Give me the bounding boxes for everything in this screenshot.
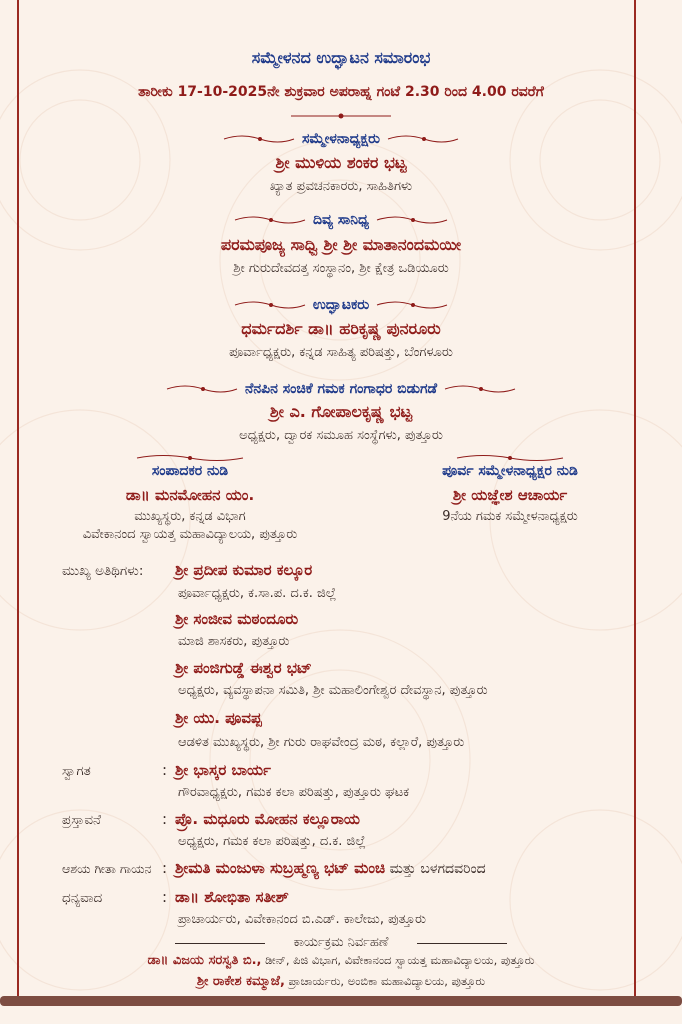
scroll-ornament-icon bbox=[375, 214, 449, 226]
scroll-ornament-icon bbox=[165, 383, 239, 395]
section-heading-row bbox=[0, 131, 682, 147]
section-heading-row bbox=[0, 297, 682, 313]
vote-of-thanks-desc: ಪ್ರಾಚಾರ್ಯರು, ವಿವೇಕಾನಂದ ಬಿ.ಎಡ್. ಕಾಲೇಜು, ಪುತ್ತೂರು bbox=[178, 912, 426, 927]
welcome-label: ಸ್ವಾಗತ bbox=[62, 763, 91, 779]
section-desc: ಶ್ರೀ ಗುರುದೇವದತ್ತ ಸಂಸ್ಥಾನಂ, ಶ್ರೀ ಕ್ಷೇತ್ರ ಒಡಿಯೂರು bbox=[233, 261, 449, 276]
guest-name: ಶ್ರೀ ಸಂಜೀವ ಮಠಂದೂರು bbox=[175, 610, 299, 628]
introduction-name: ಪ್ರೊ. ಮಧೂರು ಮೋಹನ ಕಲ್ಲೂರಾಯ bbox=[175, 810, 360, 828]
compere-heading: ಕಾರ್ಯಕ್ರಮ ನಿರ್ವಹಣೆ bbox=[293, 935, 389, 950]
vote-of-thanks-label: ಧನ್ಯವಾದ bbox=[62, 890, 103, 906]
invocation-label: ಆಶಯ ಗೀತಾ ಗಾಯನ bbox=[62, 861, 152, 876]
left-border-line bbox=[17, 0, 19, 1000]
section-heading-row bbox=[0, 212, 682, 228]
compere-line-2 bbox=[0, 974, 682, 989]
former-president-desc: 9ನೆಯ ಗಮಕ ಸಮ್ಮೇಳನಾಧ್ಯಕ್ಷರು bbox=[442, 509, 578, 524]
welcome-desc: ಗೌರವಾಧ್ಯಕ್ಷರು, ಗಮಕ ಕಲಾ ಪರಿಷತ್ತು, ಪುತ್ತೂರು ಘಟಕ bbox=[178, 785, 410, 800]
guest-desc: ಪೂರ್ವಾಧ್ಯಕ್ಷರು, ಕ.ಸಾ.ಪ. ದ.ಕ. ಜಿಲ್ಲೆ bbox=[178, 586, 337, 601]
divider-line-right bbox=[417, 943, 507, 944]
editor-speech-heading: ಸಂಪಾದಕರ ನುಡಿ bbox=[151, 463, 229, 479]
compere-name-2: ಶ್ರೀ ರಾಕೇಶ ಕಮ್ಮಾಜೆ, bbox=[196, 974, 285, 989]
role-colon: : bbox=[162, 888, 168, 906]
section-name: ಶ್ರೀ ಮುಳಿಯ ಶಂಕರ ಭಟ್ಟ bbox=[275, 153, 407, 172]
role-colon: : bbox=[162, 810, 168, 828]
editor-desc-line1: ಮುಖ್ಯಸ್ಥರು, ಕನ್ನಡ ವಿಭಾಗ bbox=[134, 509, 246, 524]
compere-line-1 bbox=[0, 953, 682, 968]
welcome-name: ಶ್ರೀ ಭಾಸ್ಕರ ಬಾರ್ಯ bbox=[175, 761, 271, 779]
introduction-desc: ಅಧ್ಯಕ್ಷರು, ಗಮಕ ಕಲಾ ಪರಿಷತ್ತು, ದ.ಕ. ಜಿಲ್ಲೆ bbox=[178, 834, 366, 849]
compere-name-1: ಡಾ॥ ವಿಜಯ ಸರಸ್ವತಿ ಬಿ., bbox=[147, 953, 262, 968]
former-president-heading: ಪೂರ್ವ ಸಮ್ಮೇಳನಾಧ್ಯಕ್ಷರ ನುಡಿ bbox=[442, 463, 578, 479]
scroll-ornament-icon bbox=[455, 453, 565, 463]
section-name: ಪರಮಪೂಜ್ಯ ಸಾಧ್ವಿ ಶ್ರೀ ಶ್ರೀ ಮಾತಾನಂದಮಯೀ bbox=[220, 235, 462, 254]
section-desc: ಪೂರ್ವಾಧ್ಯಕ್ಷರು, ಕನ್ನಡ ಸಾಹಿತ್ಯ ಪರಿಷತ್ತು, ಬೆಂಗಳೂರು bbox=[229, 345, 453, 360]
introduction-label: ಪ್ರಸ್ತಾವನೆ bbox=[62, 812, 102, 828]
divider-ornament bbox=[0, 112, 682, 120]
guest-name: ಶ್ರೀ ಪಂಜಿಗುಡ್ಡೆ ಈಶ್ವರ ಭಟ್ bbox=[175, 659, 312, 677]
guest-desc: ಮಾಜಿ ಶಾಸಕರು, ಪುತ್ತೂರು bbox=[178, 634, 290, 649]
scroll-ornament-icon bbox=[386, 133, 460, 145]
section-name: ಶ್ರೀ ಎ. ಗೋಪಾಲಕೃಷ್ಣ ಭಟ್ಟ bbox=[269, 402, 413, 421]
compere-desc-1: ಡೀನ್, ಪಿಜಿ ವಿಭಾಗ, ವಿವೇಕಾನಂದ ಸ್ವಾಯತ್ತ ಮಹಾವಿದ್ಯಾಲಯ, ಪುತ್ತೂರು bbox=[261, 953, 535, 967]
compere-desc-2: ಪ್ರಾಚಾರ್ಯರು, ಅಂಬಿಕಾ ಮಹಾವಿದ್ಯಾಲಯ, ಪುತ್ತೂರು bbox=[284, 974, 486, 988]
role-colon: : bbox=[162, 761, 168, 779]
guest-desc: ಅಧ್ಯಕ್ಷರು, ವ್ಯವಸ್ಥಾಪನಾ ಸಮಿತಿ, ಶ್ರೀ ಮಹಾಲಿಂಗೇಶ್ವರ ದೇವಸ್ಥಾನ, ಪುತ್ತೂರು bbox=[178, 683, 488, 698]
section-name: ಧರ್ಮದರ್ಶಿ ಡಾ॥ ಹರಿಕೃಷ್ಣ ಪುನರೂರು bbox=[241, 319, 441, 338]
scroll-ornament-icon bbox=[222, 133, 296, 145]
invocation-suffix: ಮತ್ತು ಬಳಗದವರಿಂದ bbox=[385, 861, 486, 877]
invocation-line bbox=[175, 859, 486, 877]
section-heading: ದಿವ್ಯ ಸಾನಿಧ್ಯ bbox=[313, 212, 369, 228]
section-heading: ಸಮ್ಮೇಳನಾಧ್ಯಕ್ಷರು bbox=[302, 131, 380, 147]
date-line: ತಾರೀಕು 17-10-2025ನೇ ಶುಕ್ರವಾರ ಅಪರಾಹ್ನ ಗಂಟೆ 2.30 ರಿಂದ 4.00 ರವರೆಗೆ bbox=[138, 84, 544, 100]
guest-name: ಶ್ರೀ ಪ್ರದೀಪ ಕುಮಾರ ಕಲ್ಕೂರ bbox=[175, 561, 313, 579]
invocation-name: ಶ್ರೀಮತಿ ಮಂಜುಳಾ ಸುಬ್ರಹ್ಮಣ್ಯ ಭಟ್ ಮಂಚಿ bbox=[175, 859, 386, 877]
section-heading-row bbox=[0, 381, 682, 397]
guest-name: ಶ್ರೀ ಯು. ಪೂವಪ್ಪ bbox=[175, 709, 262, 727]
chief-guests-label-text: ಮುಖ್ಯ ಅತಿಥಿಗಳು bbox=[62, 563, 139, 579]
page-title: ಸಮ್ಮೇಳನದ ಉದ್ಘಾಟನ ಸಮಾರಂಭ bbox=[251, 48, 431, 67]
role-colon: : bbox=[162, 859, 168, 877]
chief-guests-label: ಮುಖ್ಯ ಅತಿಥಿಗಳು: bbox=[62, 563, 144, 579]
former-president-name: ಶ್ರೀ ಯಜ್ಞೇಶ ಆಚಾರ್ಯ bbox=[452, 486, 568, 504]
scroll-ornament-icon bbox=[443, 383, 517, 395]
scroll-ornament-icon bbox=[233, 299, 307, 311]
editor-desc-line2: ವಿವೇಕಾನಂದ ಸ್ವಾಯತ್ತ ಮಹಾವಿದ್ಯಾಲಯ, ಪುತ್ತೂರು bbox=[82, 527, 298, 542]
section-desc: ಅಧ್ಯಕ್ಷರು, ದ್ವಾರಕ ಸಮೂಹ ಸಂಸ್ಥೆಗಳು, ಪುತ್ತೂರು bbox=[239, 428, 443, 443]
bottom-border-bar bbox=[0, 996, 682, 1006]
scroll-ornament-icon bbox=[375, 299, 449, 311]
vote-of-thanks-name: ಡಾ॥ ಶೋಭಿತಾ ಸತೀಶ್ bbox=[175, 888, 289, 906]
editor-name: ಡಾ॥ ಮನಮೋಹನ ಯಂ. bbox=[125, 486, 255, 504]
scroll-ornament-icon bbox=[291, 112, 391, 120]
section-heading: ನೆನಪಿನ ಸಂಚಿಕೆ ಗಮಕ ಗಂಗಾಧರ ಬಿಡುಗಡೆ bbox=[244, 381, 438, 397]
section-heading: ಉದ್ಘಾಟಕರು bbox=[312, 297, 370, 313]
section-desc: ಖ್ಯಾತ ಪ್ರವಚನಕಾರರು, ಸಾಹಿತಿಗಳು bbox=[269, 179, 413, 194]
guest-desc: ಆಡಳಿತ ಮುಖ್ಯಸ್ಥರು, ಶ್ರೀ ಗುರು ರಾಘವೇಂದ್ರ ಮಠ, ಕಲ್ಲಾರೆ, ಪುತ್ತೂರು bbox=[178, 735, 465, 750]
scroll-ornament-icon bbox=[233, 214, 307, 226]
scroll-ornament-icon bbox=[135, 453, 245, 463]
